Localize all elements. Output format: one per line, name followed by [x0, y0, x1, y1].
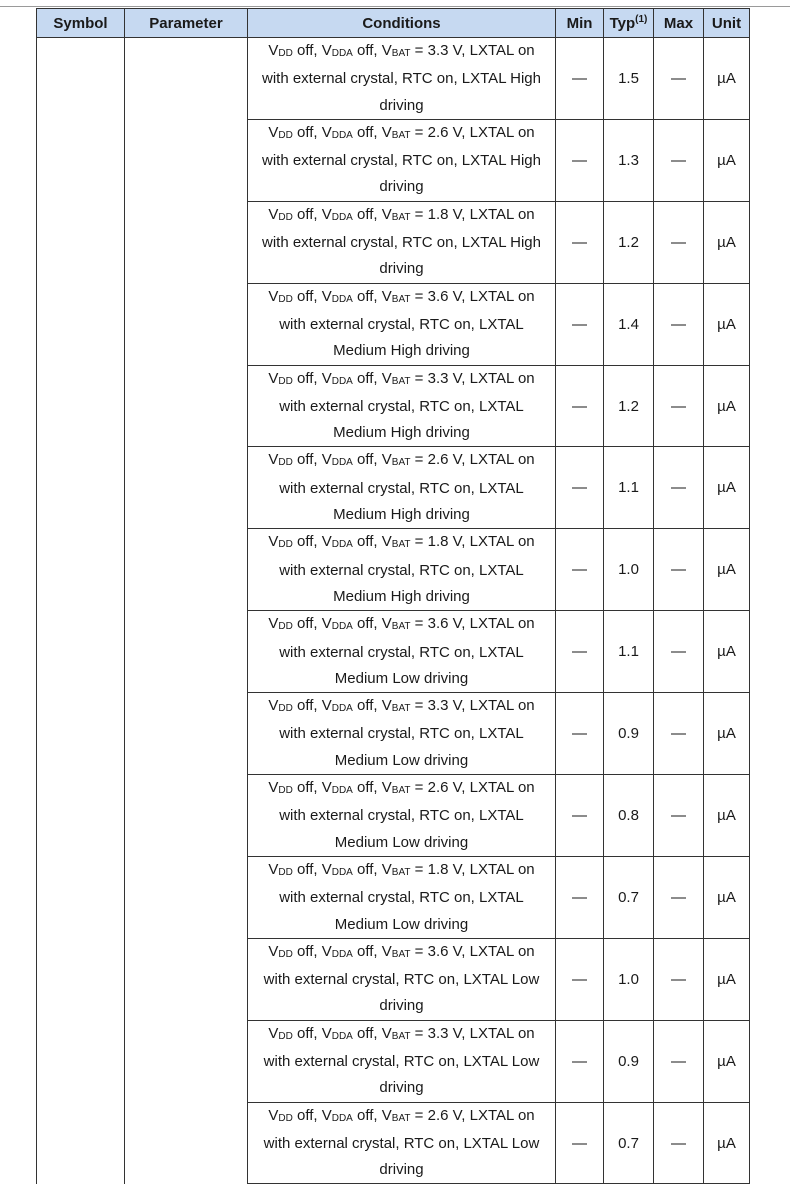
conditions-line-1: $V_{DD}$ off, $V_{DDA}$ off, $V_{BAT} = 2.6$ V, LXTAL on — [268, 451, 535, 469]
conditions-line-2: with external crystal, RTC on, LXTAL Low — [263, 1134, 540, 1152]
unit-cell: µA — [704, 611, 750, 693]
conditions-line-2: with external crystal, RTC on, LXTAL High — [262, 234, 541, 252]
conditions-cell — [248, 365, 556, 447]
parameter-cell — [125, 38, 248, 1184]
conditions-line-1: $V_{DD}$ off, $V_{DDA}$ off, $V_{BAT} = 3.6$ V, LXTAL on — [268, 942, 535, 960]
min-cell: — — [556, 856, 604, 938]
conditions-line-2: with external crystal, RTC on, LXTAL High — [262, 70, 541, 88]
table-row — [37, 38, 750, 120]
unit-cell: µA — [704, 693, 750, 775]
vbat-value: 3.3 — [427, 1024, 449, 1042]
vbat-value: 3.6 — [427, 942, 449, 960]
conditions-cell — [248, 529, 556, 611]
header-typ — [604, 9, 654, 38]
typ-cell: 1.3 — [604, 119, 654, 201]
conditions-line-2: with external crystal, RTC on, LXTAL — [279, 397, 524, 415]
conditions-line-3: driving — [379, 96, 424, 114]
conditions-line-1: $V_{DD}$ off, $V_{DDA}$ off, $V_{BAT} = 1.8$ V, LXTAL on — [268, 205, 535, 223]
conditions-line-1: $V_{DD}$ off, $V_{DDA}$ off, $V_{BAT} = 3.3$ V, LXTAL on — [268, 369, 535, 387]
header-symbol: Symbol — [37, 9, 125, 38]
conditions-line-3: driving — [379, 178, 424, 196]
min-cell: — — [556, 611, 604, 693]
conditions-line-3: driving — [379, 1079, 424, 1097]
typ-cell: 0.7 — [604, 1102, 654, 1184]
unit-cell: µA — [704, 1102, 750, 1184]
vbat-value: 1.8 — [427, 205, 449, 223]
min-cell: — — [556, 775, 604, 857]
unit-cell: µA — [704, 856, 750, 938]
max-cell: — — [654, 38, 704, 120]
max-cell: — — [654, 938, 704, 1020]
max-cell: — — [654, 775, 704, 857]
max-cell: — — [654, 1102, 704, 1184]
typ-cell: 1.1 — [604, 447, 654, 529]
unit-cell: µA — [704, 283, 750, 365]
conditions-line-3: driving — [379, 260, 424, 278]
symbol-cell — [37, 38, 125, 1184]
vbat-value: 2.6 — [427, 1106, 449, 1124]
conditions-line-3: Medium High driving — [333, 424, 470, 442]
conditions-line-2: with external crystal, RTC on, LXTAL — [279, 315, 524, 333]
max-cell: — — [654, 1020, 704, 1102]
conditions-line-2: with external crystal, RTC on, LXTAL Low — [263, 1052, 540, 1070]
max-cell: — — [654, 693, 704, 775]
conditions-cell — [248, 1020, 556, 1102]
typ-cell: 1.1 — [604, 611, 654, 693]
conditions-line-3: Medium Low driving — [334, 751, 469, 769]
vbat-value: 2.6 — [427, 123, 449, 141]
conditions-cell — [248, 38, 556, 120]
conditions-cell — [248, 447, 556, 529]
conditions-line-1: $V_{DD}$ off, $V_{DDA}$ off, $V_{BAT} = 2.6$ V, LXTAL on — [268, 123, 535, 141]
unit-cell: µA — [704, 201, 750, 283]
typ-cell: 0.9 — [604, 1020, 654, 1102]
conditions-line-1: $V_{DD}$ off, $V_{DDA}$ off, $V_{BAT} = 3.6$ V, LXTAL on — [268, 287, 535, 305]
conditions-line-1: $V_{DD}$ off, $V_{DDA}$ off, $V_{BAT} = 2.6$ V, LXTAL on — [268, 779, 535, 797]
conditions-cell — [248, 775, 556, 857]
unit-cell: µA — [704, 529, 750, 611]
header-conditions: Conditions — [248, 9, 556, 38]
unit-cell: µA — [704, 38, 750, 120]
min-cell: — — [556, 283, 604, 365]
conditions-line-2: with external crystal, RTC on, LXTAL Low — [263, 971, 540, 989]
conditions-cell — [248, 1102, 556, 1184]
max-cell: — — [654, 283, 704, 365]
conditions-line-1: $V_{DD}$ off, $V_{DDA}$ off, $V_{BAT} = 1.8$ V, LXTAL on — [268, 860, 535, 878]
conditions-line-2: with external crystal, RTC on, LXTAL — [279, 643, 524, 661]
max-cell: — — [654, 856, 704, 938]
conditions-cell — [248, 938, 556, 1020]
vbat-value: 3.6 — [427, 287, 449, 305]
conditions-cell — [248, 693, 556, 775]
conditions-line-3: Medium Low driving — [334, 669, 469, 687]
table-body — [37, 38, 750, 1184]
conditions-line-1: $V_{DD}$ off, $V_{DDA}$ off, $V_{BAT} = 3.3$ V, LXTAL on — [268, 1024, 535, 1042]
min-cell: — — [556, 201, 604, 283]
min-cell: — — [556, 693, 604, 775]
typ-cell: 1.2 — [604, 201, 654, 283]
header-parameter: Parameter — [125, 9, 248, 38]
header-max: Max — [654, 9, 704, 38]
min-cell: — — [556, 38, 604, 120]
conditions-cell — [248, 611, 556, 693]
top-rule — [0, 6, 790, 7]
typ-cell: 1.4 — [604, 283, 654, 365]
typ-cell: 1.0 — [604, 938, 654, 1020]
unit-cell: µA — [704, 119, 750, 201]
max-cell: — — [654, 365, 704, 447]
vbat-value: 1.8 — [427, 860, 449, 878]
min-cell: — — [556, 447, 604, 529]
vbat-value: 3.3 — [427, 42, 449, 59]
conditions-line-2: with external crystal, RTC on, LXTAL — [279, 725, 524, 743]
vbat-value: 1.8 — [427, 533, 449, 551]
unit-cell: µA — [704, 775, 750, 857]
header-unit: Unit — [704, 9, 750, 38]
conditions-line-2: with external crystal, RTC on, LXTAL — [279, 889, 524, 907]
conditions-cell — [248, 119, 556, 201]
conditions-line-1: $V_{DD}$ off, $V_{DDA}$ off, $V_{BAT} = 3.6$ V, LXTAL on — [268, 615, 535, 633]
conditions-line-1: $V_{DD}$ off, $V_{DDA}$ off, $V_{BAT} = 2.6$ V, LXTAL on — [268, 1106, 535, 1124]
vbat-value: 3.3 — [427, 369, 449, 387]
min-cell: — — [556, 365, 604, 447]
conditions-line-3: driving — [379, 1161, 424, 1179]
conditions-line-1: $V_{DD}$ off, $V_{DDA}$ off, $V_{BAT} = 3.3$ V, LXTAL on — [268, 697, 535, 715]
unit-cell: µA — [704, 938, 750, 1020]
unit-cell: µA — [704, 365, 750, 447]
conditions-line-3: driving — [379, 997, 424, 1015]
vbat-value: 2.6 — [427, 451, 449, 469]
typ-cell: 0.8 — [604, 775, 654, 857]
conditions-line-1: $V_{DD}$ off, $V_{DDA}$ off, $V_{BAT} = 3.3$ V, LXTAL on — [268, 42, 535, 59]
conditions-line-2: with external crystal, RTC on, LXTAL — [279, 479, 524, 497]
conditions-line-3: Medium High driving — [333, 506, 470, 524]
conditions-line-3: Medium High driving — [333, 587, 470, 605]
typ-cell: 1.0 — [604, 529, 654, 611]
max-cell: — — [654, 529, 704, 611]
supply-current-table — [36, 8, 750, 1184]
max-cell: — — [654, 447, 704, 529]
min-cell: — — [556, 938, 604, 1020]
header-row — [37, 9, 750, 38]
min-cell: — — [556, 1102, 604, 1184]
header-typ-label: Typ — [609, 14, 636, 32]
typ-cell: 1.2 — [604, 365, 654, 447]
vbat-value: 3.6 — [427, 615, 449, 633]
vbat-value: 3.3 — [427, 697, 449, 715]
max-cell: — — [654, 611, 704, 693]
conditions-line-2: with external crystal, RTC on, LXTAL High — [262, 152, 541, 170]
typ-cell: 1.5 — [604, 38, 654, 120]
conditions-line-3: Medium Low driving — [334, 833, 469, 851]
conditions-line-3: Medium High driving — [333, 342, 470, 360]
typ-cell: 0.9 — [604, 693, 654, 775]
conditions-line-2: with external crystal, RTC on, LXTAL — [279, 807, 524, 825]
conditions-cell — [248, 283, 556, 365]
min-cell: — — [556, 119, 604, 201]
header-typ-footnote: (1) — [635, 13, 648, 25]
conditions-line-1: $V_{DD}$ off, $V_{DDA}$ off, $V_{BAT} = 1.8$ V, LXTAL on — [268, 533, 535, 551]
vbat-value: 2.6 — [427, 779, 449, 797]
conditions-line-2: with external crystal, RTC on, LXTAL — [279, 561, 524, 579]
min-cell: — — [556, 1020, 604, 1102]
typ-cell: 0.7 — [604, 856, 654, 938]
min-cell: — — [556, 529, 604, 611]
conditions-cell — [248, 201, 556, 283]
unit-cell: µA — [704, 447, 750, 529]
conditions-line-3: Medium Low driving — [334, 915, 469, 933]
conditions-cell — [248, 856, 556, 938]
max-cell: — — [654, 119, 704, 201]
max-cell: — — [654, 201, 704, 283]
unit-cell: µA — [704, 1020, 750, 1102]
header-min: Min — [556, 9, 604, 38]
